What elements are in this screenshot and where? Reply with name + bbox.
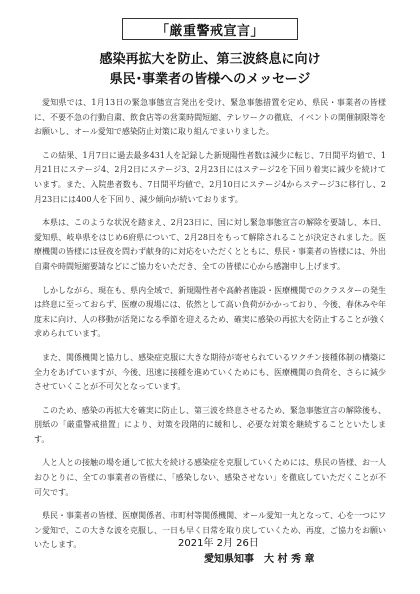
paragraph: このため、感染の再拡大を確実に防止し、第三波を終息させるため、緊急事態宣言の解除後も、別紙の「厳重警戒措置」により、対策を段階的に緩和し、必要な対策を継続することといたします。 xyxy=(34,405,386,444)
paragraph: 人と人との接触の場を通して拡大を続ける感染症を克服していくためには、県民の皆様、お一人おひとりに、全ての事業者の皆様に、「感染しない、感染させない」を徹底していただくことが不可欠です。 xyxy=(34,458,386,497)
paragraph: 本県は、このような状況を踏まえ、2月23日に、国に対し緊急事態宣言の解除を要請し、本日、愛知県、岐阜県をはじめ6府県について、2月28日をもって解除されることが決定されました。医療機関の皆様には昼夜を問わず献身的に対応をいただくとともに、県民・事業者の皆様には、外出自粛や時間短縮要請などにご協力をいただき、全ての皆様に心から感謝申し上げます。 xyxy=(34,218,386,271)
headline-line-1: 感染再拡大を防止、第三波終息に向け xyxy=(99,52,321,67)
headline-line-2: 県民･事業者の皆様へのメッセージ xyxy=(109,72,311,87)
governor-signature: 愛知県知事 大 村 秀 章 xyxy=(204,554,315,565)
paragraph: 愛知県では、1月13日の緊急事態宣言発出を受け、緊急事態措置を定め、県民・事業者の皆様に、不要不急の行動自粛、飲食店等の営業時間短縮、テレワークの徹底、イベントの開催制限等をお願いし、オール愛知で感染防止対策に取り組んでまいりました。 xyxy=(34,98,386,137)
paragraph: しかしながら、現在も、県内全域で、新規陽性者や高齢者施設・医療機関でのクラスターの発生は終息に至っておらず、医療の現場には、依然として高い負荷がかかっており、今後、春休みや年度末に向け、人の移動が活発になる季節を迎えるため、確実に感染の再拡大を防止することが強く求められています。 xyxy=(34,285,386,339)
paragraph: 県民・事業者の皆様、医療関係者、市町村等関係機関、オール愛知一丸となって、心を一つにワン愛知で、この大きな波を克服し、一日も早く日常を取り戻していくため、再度、ご協力をお願いいたします。 xyxy=(34,511,386,550)
issue-date: 2021年 2月 26日 xyxy=(178,538,259,549)
message-body xyxy=(34,96,386,562)
declaration-title: 「厳重警戒宣言」 xyxy=(122,18,298,40)
paragraph: また、関係機関と協力し、感染症克服に大きな期待が寄せられているワクチン接種体制の構築に全力をあげていますが、今後、迅速に接種を進めていくためにも、医療機関の負荷を、さらに減少させていくことが不可欠となっています。 xyxy=(34,352,386,392)
paragraph: この結果、1月7日に過去最多431人を記録した新規陽性者数は減少に転じ、7日間平均値で、1月21日にステージ4、2月2日にステージ3、2月23日にはステージ2を下回り着実に減少を続けています。また、入院患者数も、7日間平均値で、2月10日にステージ4からステージ3に移行し、2月23日には400人を下回り、減少傾向が続いております。 xyxy=(34,150,386,204)
